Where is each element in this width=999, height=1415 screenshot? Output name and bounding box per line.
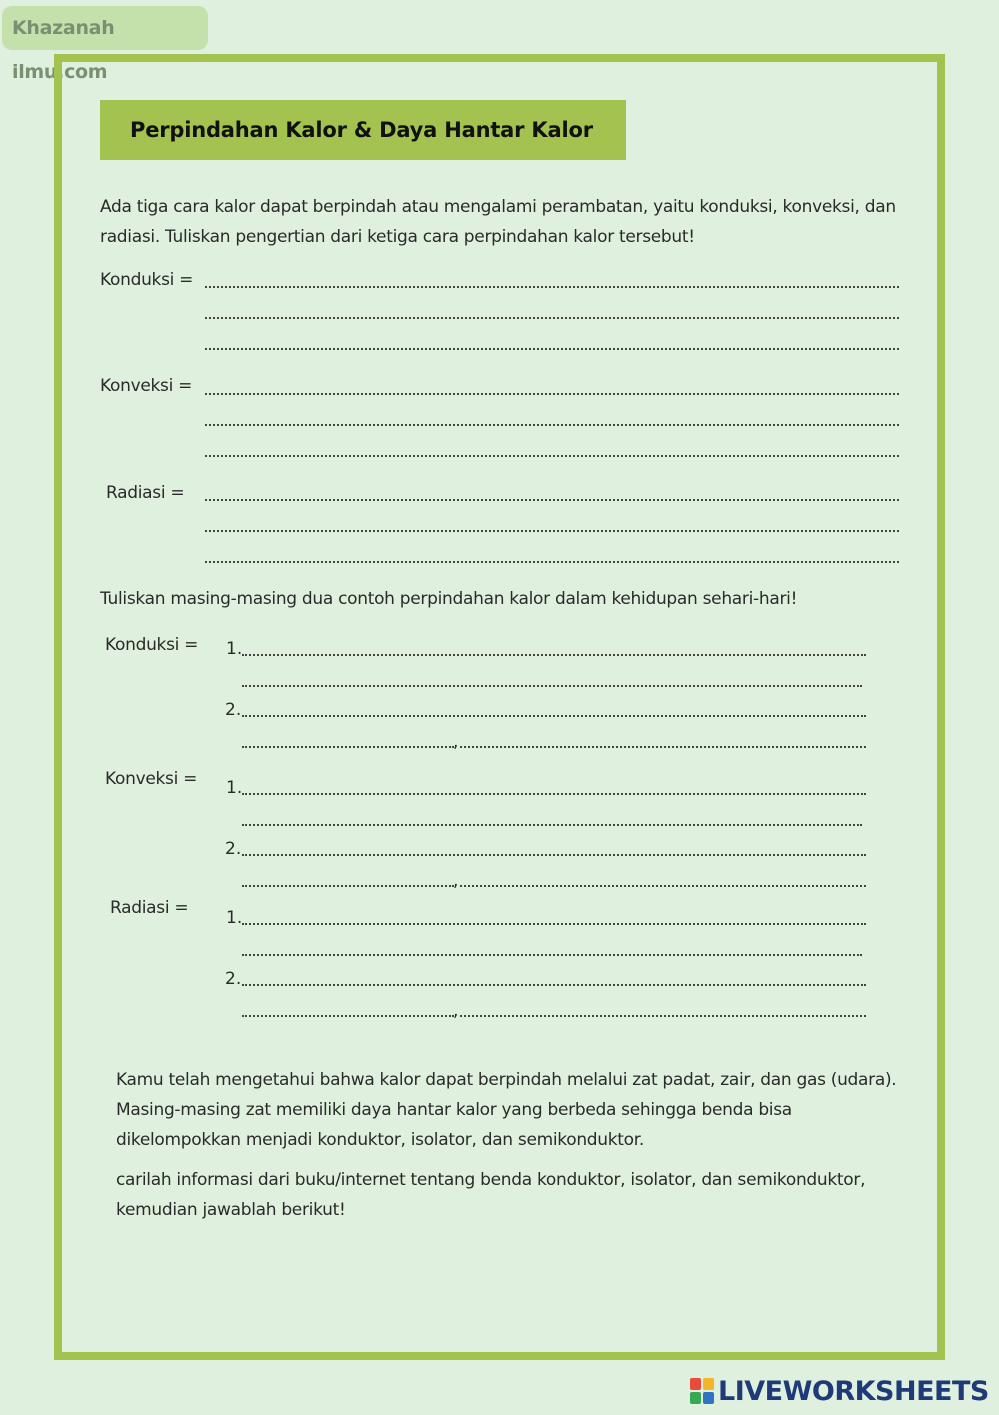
def-radiasi-label: Radiasi = xyxy=(106,483,185,503)
def-radiasi-line-3[interactable] xyxy=(205,561,899,563)
ex-konduksi-label: Konduksi = xyxy=(105,635,199,655)
def-konveksi-line-2[interactable] xyxy=(205,424,899,426)
ex-konveksi-2-line-2b[interactable] xyxy=(460,885,866,887)
ex-radiasi-2-line-2a[interactable] xyxy=(242,1015,454,1017)
ex-konveksi-2-line-2a[interactable] xyxy=(242,885,454,887)
def-konduksi-line-1[interactable] xyxy=(205,286,899,288)
info-paragraph: Kamu telah mengetahui bahwa kalor dapat berpindah melalui zat padat, zair, dan gas (udara). Masing-masing zat memiliki daya hantar kalor yang berbeda sehingga benda bisa dikelompokkan menjadi konduktor, isolator, dan semikonduktor. xyxy=(116,1070,897,1150)
ex-radiasi-num-2: 2. xyxy=(225,969,242,989)
intro-text: Ada tiga cara kalor dapat berpindah atau mengalami perambatan, yaitu konduksi, konveksi, dan radiasi. Tuliskan pengertian dari ketiga cara perpindahan kalor tersebut! xyxy=(100,197,896,247)
ex-radiasi-label: Radiasi = xyxy=(110,898,189,918)
watermark-text: Khazanah ilmu.com xyxy=(12,17,115,83)
def-konduksi-label: Konduksi = xyxy=(100,270,194,290)
ex-konveksi-1-line-2[interactable] xyxy=(242,824,862,826)
ex-radiasi-1-line-2[interactable] xyxy=(242,954,862,956)
ex-radiasi-2-line-1[interactable] xyxy=(242,984,866,986)
ex-konveksi-1-line-1[interactable] xyxy=(242,793,866,795)
brand-name: LIVEWORKSHEETS xyxy=(718,1375,989,1407)
ex-konveksi-comma: , xyxy=(453,871,459,891)
def-konveksi-line-1[interactable] xyxy=(205,393,899,395)
ex-konduksi-2-line-1[interactable] xyxy=(242,715,866,717)
def-konveksi-line-3[interactable] xyxy=(205,455,899,457)
ex-konduksi-num-2: 2. xyxy=(225,700,242,720)
ex-konduksi-2-line-2a[interactable] xyxy=(242,746,454,748)
ex-radiasi-num-1: 1. xyxy=(226,908,243,928)
def-konduksi-line-2[interactable] xyxy=(205,317,899,319)
ex-konduksi-1-line-2[interactable] xyxy=(242,685,862,687)
page-title: Perpindahan Kalor & Daya Hantar Kalor xyxy=(130,118,593,142)
ex-konduksi-1-line-1[interactable] xyxy=(242,654,866,656)
examples-prompt: Tuliskan masing-masing dua contoh perpindahan kalor dalam kehidupan sehari-hari! xyxy=(100,589,798,609)
ex-konduksi-2-line-2b[interactable] xyxy=(460,746,866,748)
brand-logo-icon xyxy=(690,1378,714,1404)
title-banner xyxy=(100,100,626,160)
ex-konveksi-num-2: 2. xyxy=(225,839,242,859)
watermark-badge xyxy=(2,6,208,83)
def-radiasi-line-2[interactable] xyxy=(205,530,899,532)
ex-konduksi-comma: , xyxy=(453,732,459,752)
ex-konveksi-num-1: 1. xyxy=(226,778,243,798)
instruction-paragraph: carilah informasi dari buku/internet tentang benda konduktor, isolator, dan semikonduktor, kemudian jawablah berikut! xyxy=(116,1170,866,1220)
brand-footer xyxy=(690,1374,989,1408)
ex-konduksi-num-1: 1. xyxy=(226,639,243,659)
ex-radiasi-comma: , xyxy=(453,1001,459,1021)
ex-radiasi-1-line-1[interactable] xyxy=(242,923,866,925)
def-konveksi-label: Konveksi = xyxy=(100,376,193,396)
ex-konveksi-label: Konveksi = xyxy=(105,769,198,789)
def-konduksi-line-3[interactable] xyxy=(205,348,899,350)
ex-radiasi-2-line-2b[interactable] xyxy=(460,1015,866,1017)
ex-konveksi-2-line-1[interactable] xyxy=(242,854,866,856)
def-radiasi-line-1[interactable] xyxy=(205,499,899,501)
